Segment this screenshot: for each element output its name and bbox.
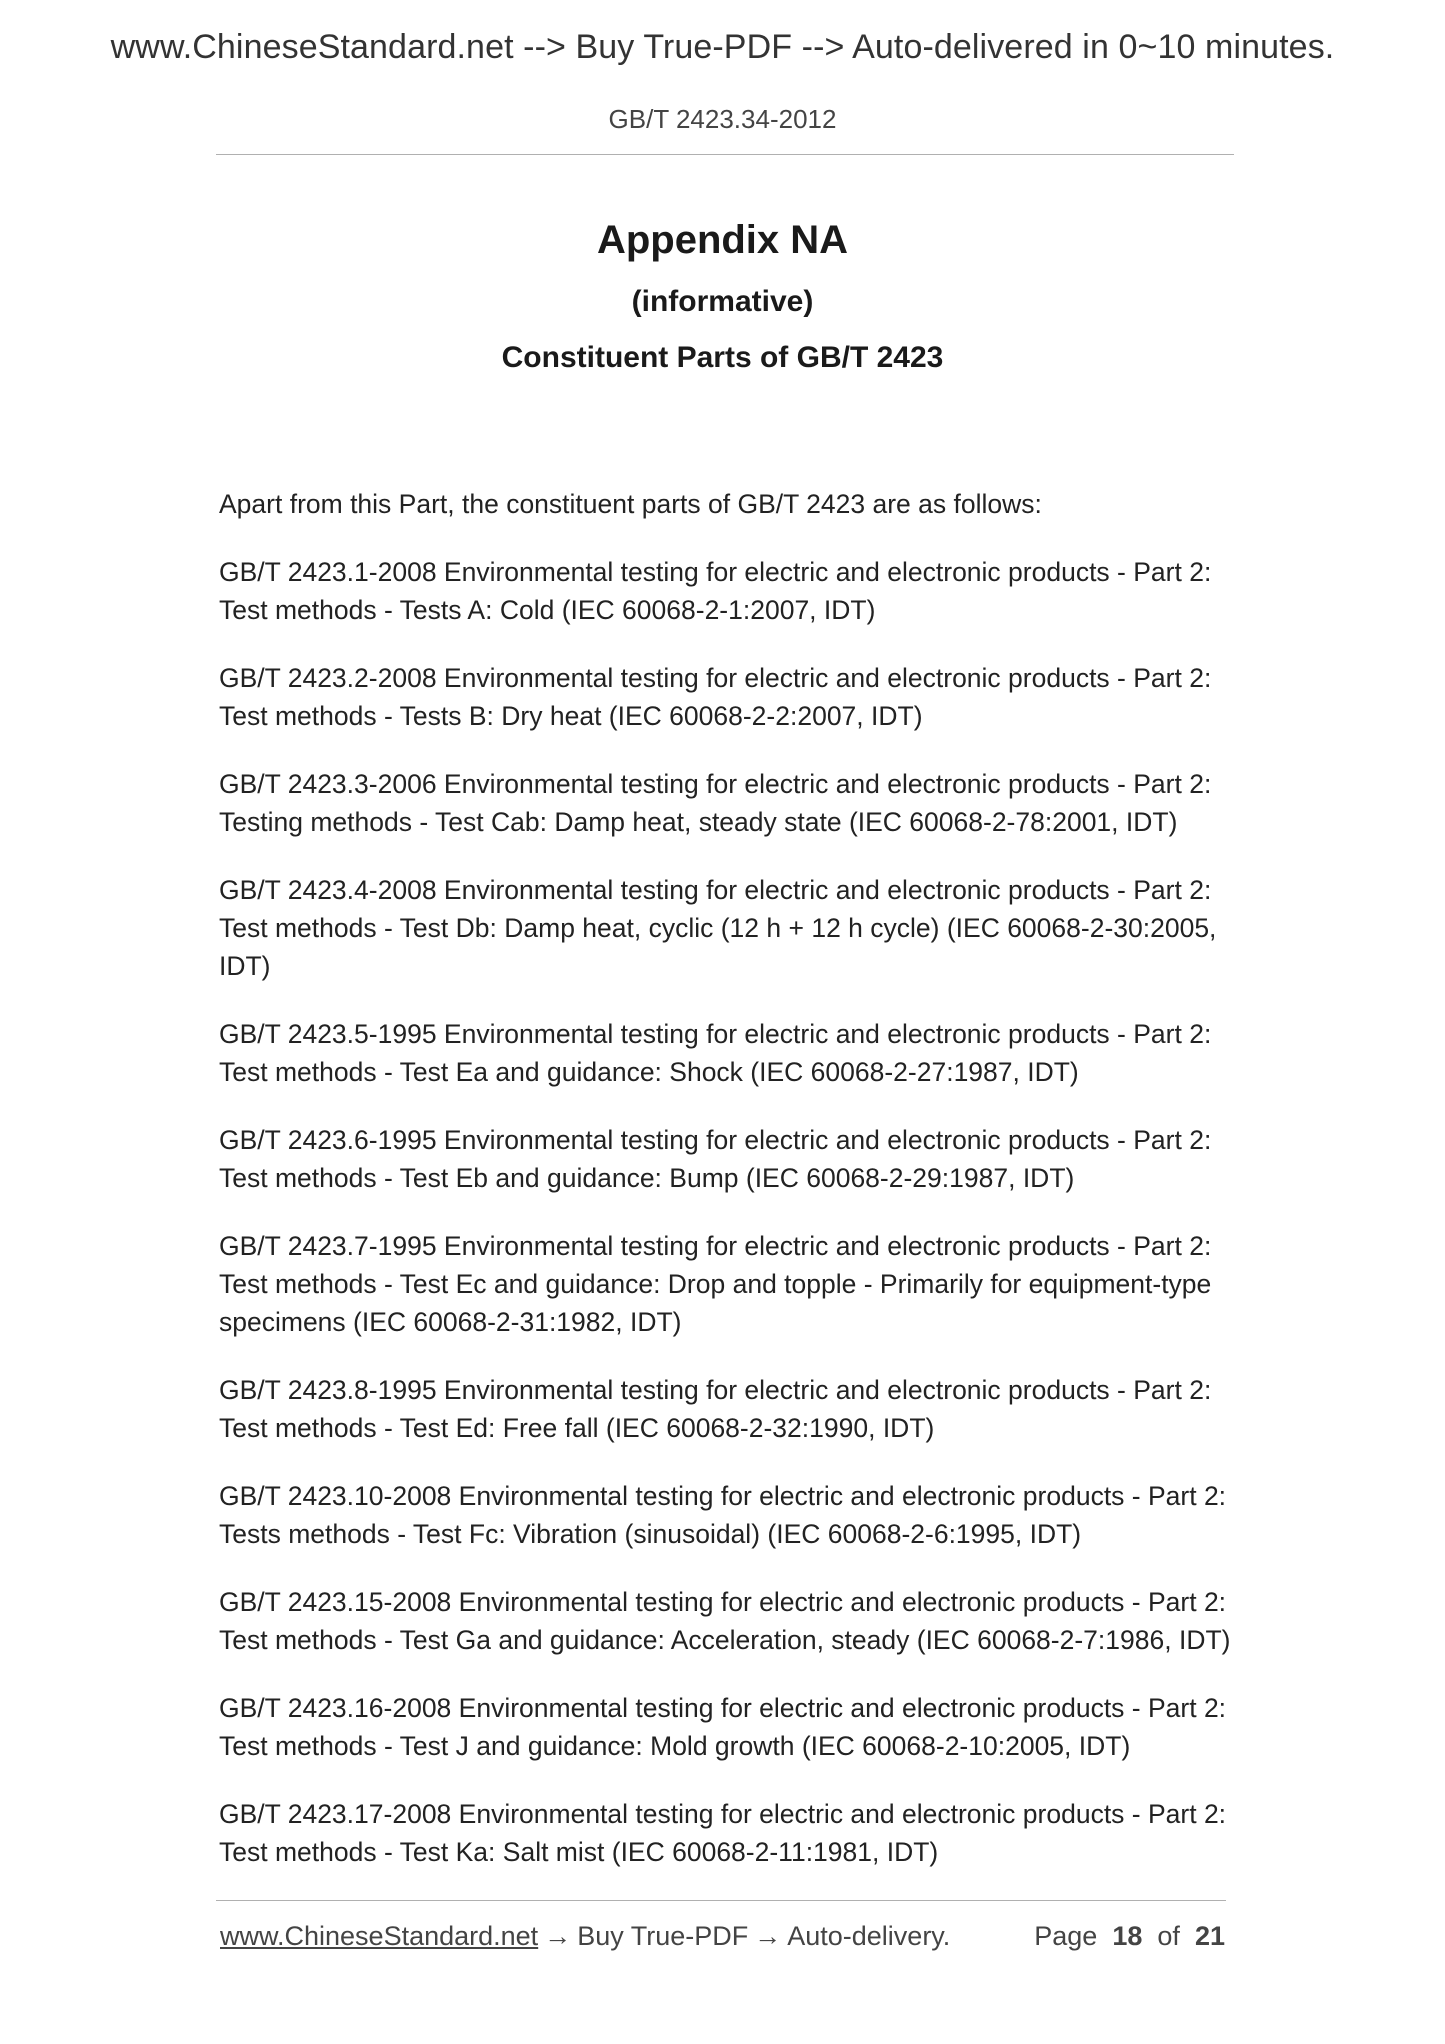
page-subtitle: (informative) [631, 285, 814, 318]
list-item: GB/T 2423.3-2006 Environmental testing for electric and electronic products - Part 2: Testing methods - Test Cab: Damp heat, steady state (IEC 60068-2-78:2001, IDT) [219, 769, 1212, 837]
page-total: 21 [1194, 1921, 1225, 1951]
title-block [0, 210, 1445, 380]
footer-divider [216, 1900, 1226, 1901]
list-item: GB/T 2423.8-1995 Environmental testing for electric and electronic products - Part 2: Test methods - Test Ed: Free fall (IEC 60068-2-32:1990, IDT) [219, 1375, 1212, 1443]
arrow-right-icon: → [754, 1921, 782, 1951]
list-item: GB/T 2423.1-2008 Environmental testing for electric and electronic products - Part 2: Test methods - Tests A: Cold (IEC 60068-2-1:2007, IDT) [219, 557, 1212, 625]
footer-buy-text: Buy True-PDF [577, 1921, 749, 1951]
page-indicator [1034, 1916, 1225, 1956]
list-item: GB/T 2423.2-2008 Environmental testing for electric and electronic products - Part 2: Test methods - Tests B: Dry heat (IEC 60068-2-2:2007, IDT) [219, 663, 1212, 731]
list-item: GB/T 2423.4-2008 Environmental testing for electric and electronic products - Part 2: Test methods - Test Db: Damp heat, cyclic (12 h + 12 h cycle) (IEC 60068-2-30:2005, IDT) [219, 875, 1217, 981]
page-title: Appendix NA [596, 218, 849, 262]
of-label: of [1157, 1921, 1180, 1951]
list-item: GB/T 2423.7-1995 Environmental testing for electric and electronic products - Part 2: Test methods - Test Ec and guidance: Drop and topple - Primarily for equipment-type specimens (IEC 60068-2-31:1982, IDT) [219, 1231, 1212, 1337]
standard-code: GB/T 2423.34-2012 [608, 104, 837, 134]
list-item: GB/T 2423.16-2008 Environmental testing for electric and electronic products - Part 2: Test methods - Test J and guidance: Mold growth (IEC 60068-2-10:2005, IDT) [219, 1693, 1227, 1761]
footer-promo [220, 1916, 950, 1956]
body-content [219, 485, 1239, 1901]
footer-delivery-text: Auto-delivery. [787, 1921, 951, 1951]
list-item: GB/T 2423.17-2008 Environmental testing for electric and electronic products - Part 2: Test methods - Test Ka: Salt mist (IEC 60068-2-11:1981, IDT) [219, 1799, 1227, 1867]
header-divider [216, 154, 1234, 155]
list-item: GB/T 2423.5-1995 Environmental testing for electric and electronic products - Part 2: Test methods - Test Ea and guidance: Shock (IEC 60068-2-27:1987, IDT) [219, 1019, 1212, 1087]
page-label: Page [1034, 1921, 1098, 1951]
list-item: GB/T 2423.15-2008 Environmental testing for electric and electronic products - Part 2: Test methods - Test Ga and guidance: Acceleration, steady (IEC 60068-2-7:1986, IDT) [219, 1587, 1231, 1655]
intro-paragraph: Apart from this Part, the constituent parts of GB/T 2423 are as follows: [219, 489, 1042, 519]
page-title-description: Constituent Parts of GB/T 2423 [501, 341, 944, 374]
page-current: 18 [1112, 1921, 1143, 1951]
arrow-right-icon: → [544, 1921, 572, 1951]
footer-website-link[interactable]: www.ChineseStandard.net [220, 1921, 539, 1951]
standard-list [219, 553, 1239, 1871]
list-item: GB/T 2423.10-2008 Environmental testing for electric and electronic products - Part 2: Tests methods - Test Fc: Vibration (sinusoidal) (IEC 60068-2-6:1995, IDT) [219, 1481, 1227, 1549]
top-banner: www.ChineseStandard.net --> Buy True-PDF --> Auto-delivered in 0~10 minutes. [110, 28, 1335, 66]
list-item: GB/T 2423.6-1995 Environmental testing for electric and electronic products - Part 2: Test methods - Test Eb and guidance: Bump (IEC 60068-2-29:1987, IDT) [219, 1125, 1212, 1193]
